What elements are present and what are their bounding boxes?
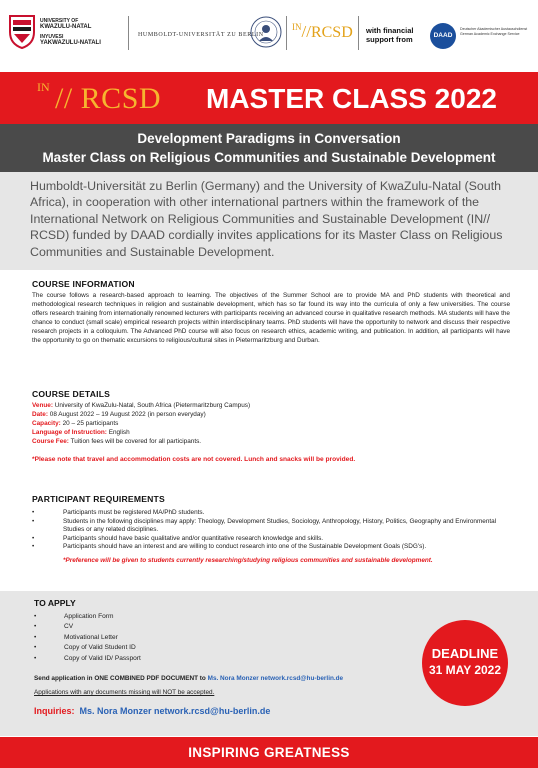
intro-panel <box>0 172 538 270</box>
daad-name-en: German Academic Exchange Service <box>460 32 520 36</box>
fee-label: Course Fee: <box>32 437 69 445</box>
list-item: • Application Form <box>34 612 141 622</box>
course-information-section <box>32 279 510 345</box>
list-item: • Copy of Valid Student ID <box>34 643 141 653</box>
course-details-heading: COURSE DETAILS <box>32 389 111 399</box>
daad-name-de: Deutscher Akademischer Austauschdienst <box>460 27 528 31</box>
venue-value: University of KwaZulu-Natal, South Africa (Pietermaritzburg Campus) <box>54 402 251 409</box>
deadline-date: 31 MAY 2022 <box>428 663 502 677</box>
requirements-list <box>32 509 510 552</box>
send-prefix: Send application in ONE COMBINED PDF DOCUMENT to <box>34 675 208 682</box>
list-item: • Motivational Letter <box>34 633 141 643</box>
send-instructions <box>34 675 343 682</box>
ukzn-shield-icon <box>8 14 36 50</box>
inquiries-contact-link[interactable]: Ms. Nora Monzer network.rcsd@hu-berlin.de <box>79 706 271 716</box>
list-item: • CV <box>34 622 141 632</box>
intro-text: Humboldt-Universität zu Berlin (Germany) and the University of KwaZulu-Natal (South Africa), in cooperation with other international partners within the framework of the International Network on Religious Communities and Sustainable Development (IN// RCSD) funded by DAAD cordially invites applications for its Master Class on Religious Communities and Sustainable Development. <box>30 179 503 259</box>
subtitle-line-2: Master Class on Religious Communities and Sustainable Development <box>42 150 496 165</box>
missing-documents-note: Applications with any documents missing will NOT be accepted. <box>34 689 215 696</box>
cost-warning: *Please note that travel and accommodation costs are not covered. Lunch and snacks will be provided. <box>32 455 356 463</box>
list-item: • Participants should have an interest and are willing to conduct research into one of the Sustainable Development Goals (SDG's). <box>32 543 510 552</box>
capacity-value: 20 – 25 participants <box>62 419 119 427</box>
financial-support-text <box>366 26 426 44</box>
ukzn-line-3: INYUVESI <box>40 34 64 40</box>
to-apply-heading: TO APPLY <box>34 598 76 608</box>
list-item: • Copy of Valid ID/ Passport <box>34 654 141 664</box>
logo-divider <box>358 16 359 50</box>
fee-row <box>32 438 510 447</box>
language-value: English <box>108 428 130 436</box>
course-information-heading: COURSE INFORMATION <box>32 279 135 289</box>
participant-requirements-heading: PARTICIPANT REQUIREMENTS <box>32 494 165 504</box>
logo-divider <box>286 16 287 50</box>
rcsd-logo-text: RCSD <box>310 24 353 41</box>
inquiries-row <box>34 706 270 716</box>
page-title: MASTER CLASS 2022 <box>206 83 497 114</box>
deadline-badge <box>422 620 508 706</box>
title-banner <box>0 72 538 124</box>
ukzn-line-2: KWAZULU-NATAL <box>40 24 92 30</box>
inquiries-label: Inquiries: <box>34 706 75 716</box>
preference-note: *Preference will be given to students currently researching/studying religious communities and sustainable development. <box>63 556 433 564</box>
date-row <box>32 411 510 420</box>
daad-logo-icon: DAAD <box>430 23 456 49</box>
ukzn-line-1: UNIVERSITY OF <box>40 18 79 24</box>
hu-berlin-wordmark: HUMBOLDT-UNIVERSITÄT ZU BERLIN <box>138 32 264 38</box>
participant-requirements-section <box>32 494 510 564</box>
banner-logo-rcsd: // RCSD <box>55 82 162 115</box>
logo-bar <box>0 0 538 70</box>
venue-label: Venue: <box>32 402 53 409</box>
footer-tagline: INSPIRING GREATNESS <box>0 737 538 768</box>
required-documents-list <box>34 612 141 664</box>
financial-support-label: with financial support from <box>366 26 414 44</box>
list-item: • Students in the following disciplines may apply: Theology, Development Studies, Sociology, Anthropology, History, Politics, Geography and Environmental Studies or any related disciplines. <box>32 518 510 535</box>
language-label: Language of Instruction: <box>32 428 107 436</box>
course-information-text: The course follows a research-based approach to learning. The objectives of the Summer School are to provide MA and PhD students with theoretical and methodological research techniques in religion and sustainable development, which has so far found its way into the curricula of only a few universities. The course offers research training from internationally renowned lecturers with participants receiving an advanced course in qualitative research methods. MA students will have the chance to conduct (small scale) empirical research projects within interdisciplinary teams. PhD students will have the opportunity to network and discuss their respective research projects in a colloquium. The Advanced PhD course will also focus on research ethics, academic writing, and publication. In addition, all participants will have the opportunity to go on thematic excursions to religious/cultural sites in Pietermaritzburg and Durban. <box>32 292 510 344</box>
subtitle-line-1: Development Paradigms in Conversation <box>137 131 401 146</box>
rcsd-logo-slashes: // <box>301 22 311 41</box>
list-item: • Participants should have basic qualitative and/or quantitative research knowledge and skills. <box>32 535 510 544</box>
fee-value: Tuition fees will be covered for all participants. <box>70 437 202 445</box>
capacity-row <box>32 420 510 429</box>
hu-berlin-seal-icon <box>250 16 282 48</box>
ukzn-line-4: YAKWAZULU-NATALI <box>40 40 101 46</box>
language-row <box>32 429 510 438</box>
logo-divider <box>128 16 129 50</box>
date-value: 08 August 2022 – 19 August 2022 (in person everyday) <box>49 410 206 418</box>
rcsd-logo-in: IN <box>292 22 302 32</box>
subtitle-band <box>0 124 538 172</box>
capacity-label: Capacity: <box>32 419 61 427</box>
banner-logo-in: IN <box>37 80 50 94</box>
list-item: • Participants must be registered MA/PhD students. <box>32 509 510 518</box>
course-details-section <box>32 389 510 463</box>
deadline-label: DEADLINE <box>431 646 499 661</box>
venue-row <box>32 402 510 411</box>
send-contact-link[interactable]: Ms. Nora Monzer network.rcsd@hu-berlin.de <box>207 675 344 682</box>
ukzn-logo <box>8 12 120 56</box>
in-rcsd-logo <box>292 22 353 42</box>
date-label: Date: <box>32 410 48 418</box>
daad-name <box>460 27 536 37</box>
